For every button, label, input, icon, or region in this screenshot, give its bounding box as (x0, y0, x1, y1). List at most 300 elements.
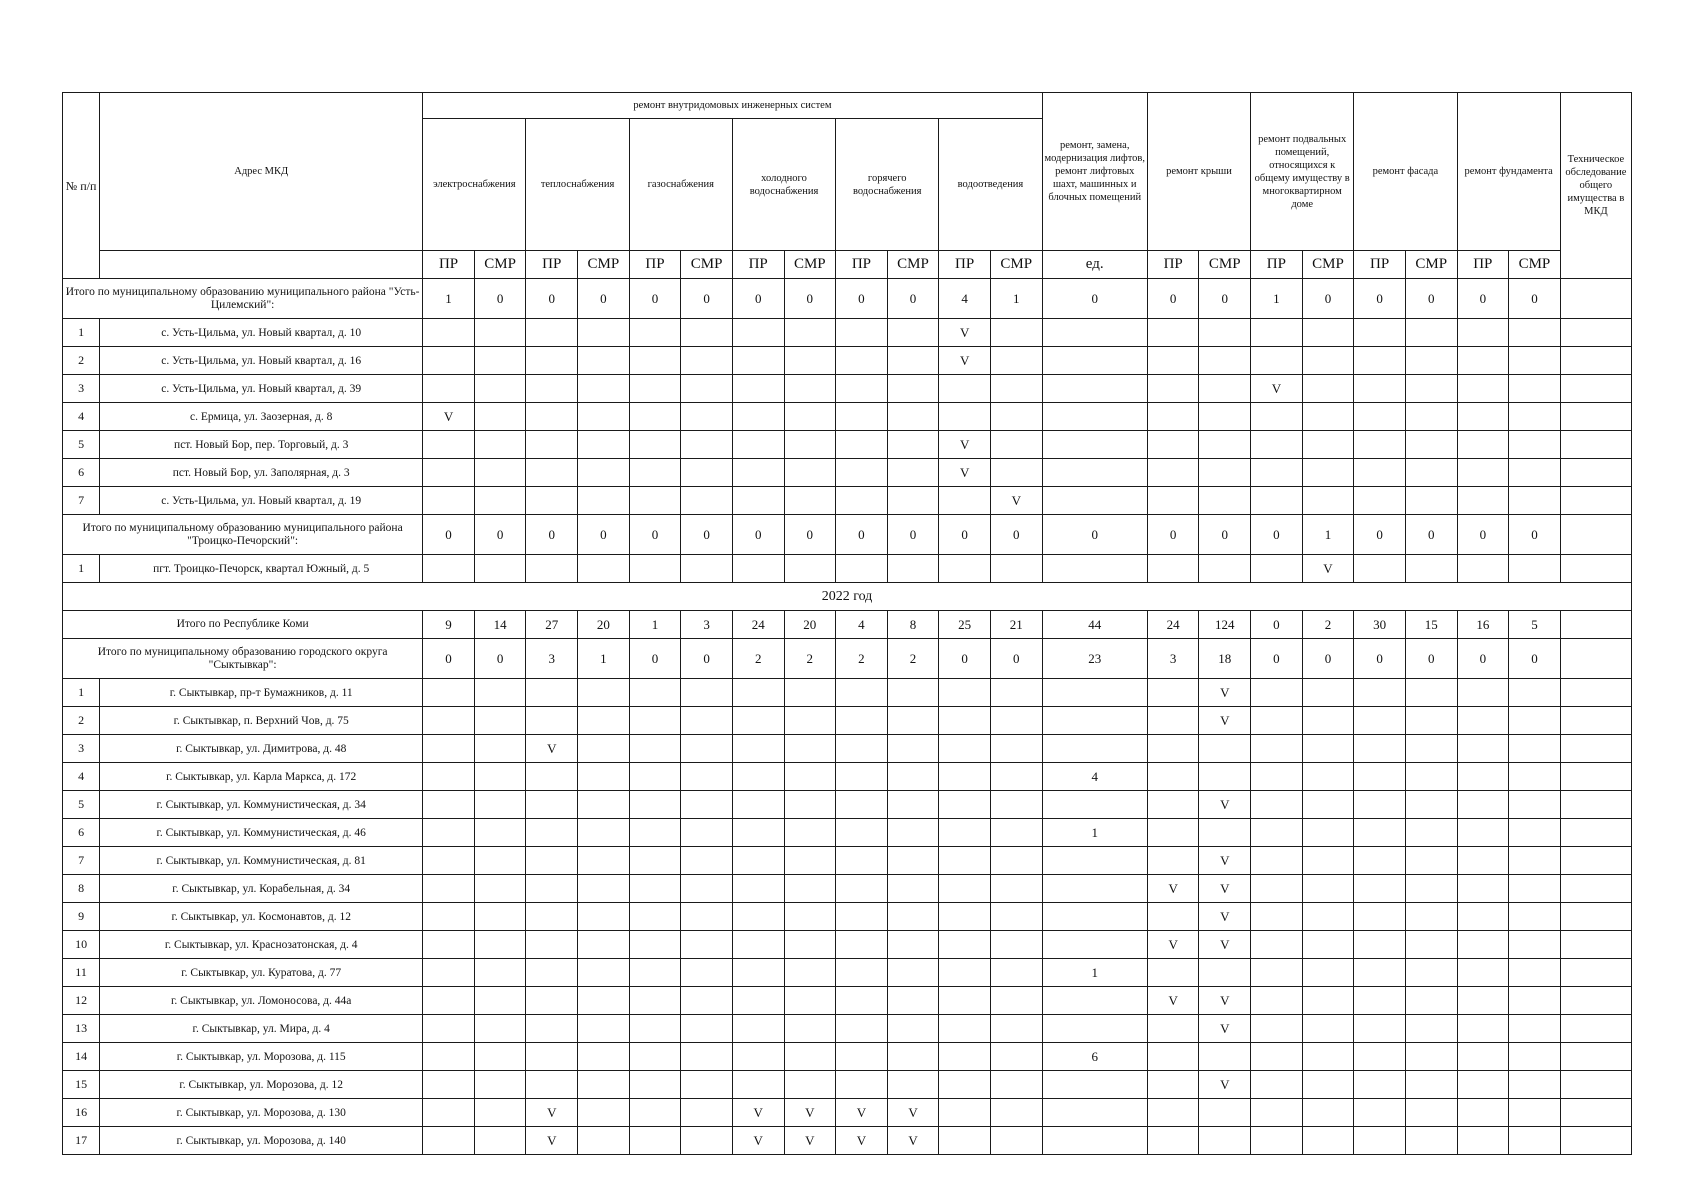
value-cell (1405, 735, 1457, 763)
value-cell (836, 487, 888, 515)
value-cell (1457, 707, 1509, 735)
value-cell: V (887, 1099, 939, 1127)
value-cell (1251, 319, 1303, 347)
value-cell (1042, 1099, 1147, 1127)
value-cell: 0 (629, 515, 681, 555)
value-cell (526, 459, 578, 487)
value-cell (732, 847, 784, 875)
value-cell (1199, 763, 1251, 791)
header-heating: теплоснабжения (526, 119, 629, 251)
value-cell (887, 679, 939, 707)
value-cell (836, 875, 888, 903)
subheader-smr: СМР (1302, 251, 1354, 279)
value-cell (1251, 1099, 1303, 1127)
value-cell (1147, 375, 1199, 403)
value-cell (784, 959, 836, 987)
value-cell (836, 707, 888, 735)
value-cell (1457, 959, 1509, 987)
value-cell (578, 403, 630, 431)
value-cell (474, 931, 526, 959)
value-cell (1199, 735, 1251, 763)
value-cell (1302, 763, 1354, 791)
value-cell (526, 1015, 578, 1043)
value-cell (990, 459, 1042, 487)
value-cell (990, 1043, 1042, 1071)
row-address: пст. Новый Бор, ул. Заполярная, д. 3 (100, 459, 423, 487)
value-cell (1251, 679, 1303, 707)
value-cell (474, 555, 526, 583)
value-cell (681, 763, 733, 791)
value-cell (1147, 487, 1199, 515)
value-cell (1354, 1127, 1406, 1155)
value-cell (1302, 459, 1354, 487)
value-cell (474, 763, 526, 791)
value-cell (578, 875, 630, 903)
value-cell (1560, 459, 1631, 487)
value-cell (474, 347, 526, 375)
value-cell (1457, 347, 1509, 375)
value-cell (1199, 555, 1251, 583)
value-cell (1405, 1043, 1457, 1071)
value-cell: 0 (1302, 279, 1354, 319)
value-cell: 3 (681, 611, 733, 639)
subheader-smr: СМР (1199, 251, 1251, 279)
value-cell (1042, 1015, 1147, 1043)
value-cell (887, 903, 939, 931)
value-cell (1405, 903, 1457, 931)
value-cell (939, 763, 991, 791)
value-cell (1199, 375, 1251, 403)
value-cell (990, 1071, 1042, 1099)
header-gas: газоснабжения (629, 119, 732, 251)
value-cell (1042, 903, 1147, 931)
total-row (63, 515, 1632, 555)
value-cell (474, 959, 526, 987)
value-cell: 3 (526, 639, 578, 679)
value-cell: 0 (939, 515, 991, 555)
value-cell (681, 487, 733, 515)
value-cell (578, 431, 630, 459)
value-cell (681, 1015, 733, 1043)
value-cell: V (784, 1099, 836, 1127)
value-cell (1042, 459, 1147, 487)
value-cell (887, 403, 939, 431)
value-cell: 4 (939, 279, 991, 319)
value-cell (1405, 791, 1457, 819)
value-cell (423, 791, 475, 819)
value-cell (1302, 875, 1354, 903)
value-cell: V (1199, 791, 1251, 819)
value-cell (732, 875, 784, 903)
value-cell (1302, 1099, 1354, 1127)
value-cell (1457, 459, 1509, 487)
value-cell (990, 679, 1042, 707)
value-cell (1405, 679, 1457, 707)
row-number: 1 (63, 555, 100, 583)
row-number: 6 (63, 459, 100, 487)
value-cell (784, 903, 836, 931)
value-cell (578, 959, 630, 987)
value-cell (1042, 1071, 1147, 1099)
value-cell (681, 819, 733, 847)
value-cell (1251, 819, 1303, 847)
value-cell (1354, 903, 1406, 931)
value-cell: 0 (1509, 639, 1561, 679)
value-cell (1302, 1043, 1354, 1071)
value-cell (887, 707, 939, 735)
value-cell (526, 431, 578, 459)
value-cell: V (939, 459, 991, 487)
value-cell: 0 (423, 515, 475, 555)
value-cell: 0 (1354, 639, 1406, 679)
value-cell (939, 875, 991, 903)
value-cell (784, 931, 836, 959)
value-cell (1405, 1127, 1457, 1155)
value-cell: 0 (629, 279, 681, 319)
value-cell (1251, 487, 1303, 515)
value-cell: 1 (629, 611, 681, 639)
subheader-pr: ПР (836, 251, 888, 279)
value-cell (1251, 555, 1303, 583)
value-cell (887, 319, 939, 347)
value-cell (578, 763, 630, 791)
value-cell (1302, 1015, 1354, 1043)
value-cell: 15 (1405, 611, 1457, 639)
value-cell (629, 555, 681, 583)
value-cell (887, 555, 939, 583)
value-cell: 0 (1405, 639, 1457, 679)
value-cell (990, 1099, 1042, 1127)
row-number: 5 (63, 791, 100, 819)
value-cell (836, 763, 888, 791)
year-row (63, 583, 1632, 611)
value-cell (629, 1099, 681, 1127)
value-cell (784, 791, 836, 819)
value-cell (474, 319, 526, 347)
value-cell: V (1302, 555, 1354, 583)
row-number: 15 (63, 1071, 100, 1099)
value-cell (784, 347, 836, 375)
value-cell (1457, 763, 1509, 791)
value-cell (1354, 679, 1406, 707)
value-cell: 2 (836, 639, 888, 679)
value-cell (836, 735, 888, 763)
value-cell (887, 1071, 939, 1099)
value-cell (939, 487, 991, 515)
value-cell: V (526, 735, 578, 763)
value-cell (1147, 319, 1199, 347)
value-cell (784, 1015, 836, 1043)
value-cell (1457, 875, 1509, 903)
value-cell (1251, 987, 1303, 1015)
value-cell (474, 679, 526, 707)
table-body (63, 279, 1632, 1155)
value-cell: 0 (1042, 515, 1147, 555)
value-cell (1042, 1127, 1147, 1155)
total-row (63, 279, 1632, 319)
value-cell (629, 1071, 681, 1099)
value-cell (474, 1127, 526, 1155)
value-cell (939, 987, 991, 1015)
value-cell (681, 707, 733, 735)
value-cell (990, 1015, 1042, 1043)
value-cell (423, 763, 475, 791)
subheader-pr: ПР (939, 251, 991, 279)
value-cell (1147, 903, 1199, 931)
value-cell (1147, 555, 1199, 583)
value-cell (1042, 319, 1147, 347)
table-row (63, 875, 1632, 903)
value-cell (1509, 431, 1561, 459)
value-cell (836, 431, 888, 459)
value-cell (732, 487, 784, 515)
value-cell (474, 487, 526, 515)
value-cell (836, 959, 888, 987)
value-cell: 4 (836, 611, 888, 639)
subheader-smr: СМР (784, 251, 836, 279)
value-cell: 4 (1042, 763, 1147, 791)
row-number: 3 (63, 375, 100, 403)
value-cell (1509, 375, 1561, 403)
table-row (63, 987, 1632, 1015)
value-cell (887, 819, 939, 847)
value-cell (629, 763, 681, 791)
value-cell (1042, 875, 1147, 903)
value-cell (939, 1043, 991, 1071)
value-cell (1457, 431, 1509, 459)
value-cell (1457, 1099, 1509, 1127)
value-cell: V (526, 1127, 578, 1155)
value-cell (1560, 279, 1631, 319)
value-cell: 24 (732, 611, 784, 639)
value-cell (1354, 1071, 1406, 1099)
value-cell: 25 (939, 611, 991, 639)
value-cell (1251, 707, 1303, 735)
value-cell (1405, 707, 1457, 735)
value-cell (526, 375, 578, 403)
value-cell (1199, 1099, 1251, 1127)
value-cell (1251, 959, 1303, 987)
value-cell (1457, 847, 1509, 875)
total-label: Итого по муниципальному образованию муниципального района "Усть-Цилемский": (63, 279, 423, 319)
table-row (63, 555, 1632, 583)
value-cell (474, 1043, 526, 1071)
row-number: 7 (63, 847, 100, 875)
subheader-smr: СМР (887, 251, 939, 279)
value-cell (423, 875, 475, 903)
value-cell (784, 319, 836, 347)
value-cell: 0 (990, 639, 1042, 679)
value-cell (1354, 763, 1406, 791)
value-cell: V (1251, 375, 1303, 403)
value-cell (1560, 735, 1631, 763)
value-cell (1251, 763, 1303, 791)
value-cell (1354, 1099, 1406, 1127)
value-cell: V (1199, 707, 1251, 735)
value-cell (474, 903, 526, 931)
value-cell (526, 347, 578, 375)
value-cell (836, 847, 888, 875)
value-cell (1199, 459, 1251, 487)
value-cell: 20 (578, 611, 630, 639)
value-cell (629, 375, 681, 403)
value-cell: 18 (1199, 639, 1251, 679)
value-cell (423, 347, 475, 375)
value-cell (1560, 987, 1631, 1015)
value-cell (1405, 1071, 1457, 1099)
value-cell (887, 459, 939, 487)
value-cell: 27 (526, 611, 578, 639)
value-cell (1251, 791, 1303, 819)
value-cell (1457, 931, 1509, 959)
value-cell (474, 791, 526, 819)
value-cell (629, 791, 681, 819)
row-address: пст. Новый Бор, пер. Торговый, д. 3 (100, 431, 423, 459)
value-cell (1560, 931, 1631, 959)
value-cell: V (990, 487, 1042, 515)
header-address: Адрес МКД (100, 93, 423, 251)
value-cell (681, 791, 733, 819)
value-cell (578, 555, 630, 583)
value-cell: V (887, 1127, 939, 1155)
value-cell: 0 (1509, 279, 1561, 319)
value-cell: V (1199, 1071, 1251, 1099)
value-cell (681, 1127, 733, 1155)
value-cell (423, 903, 475, 931)
row-number: 8 (63, 875, 100, 903)
value-cell (1457, 487, 1509, 515)
value-cell (1405, 555, 1457, 583)
total-row (63, 639, 1632, 679)
value-cell (990, 707, 1042, 735)
table-row (63, 707, 1632, 735)
value-cell (1042, 375, 1147, 403)
table-row (63, 959, 1632, 987)
value-cell (836, 819, 888, 847)
value-cell (578, 1071, 630, 1099)
value-cell (1457, 735, 1509, 763)
value-cell (1147, 403, 1199, 431)
value-cell (629, 959, 681, 987)
value-cell (1251, 459, 1303, 487)
value-cell (732, 987, 784, 1015)
value-cell (681, 319, 733, 347)
table-row (63, 791, 1632, 819)
value-cell (1405, 487, 1457, 515)
value-cell: 44 (1042, 611, 1147, 639)
value-cell (1560, 819, 1631, 847)
value-cell (939, 1071, 991, 1099)
value-cell: 0 (1509, 515, 1561, 555)
value-cell: 3 (1147, 639, 1199, 679)
table-row (63, 931, 1632, 959)
row-number: 5 (63, 431, 100, 459)
value-cell (474, 875, 526, 903)
value-cell (526, 819, 578, 847)
value-cell (681, 987, 733, 1015)
value-cell (1042, 987, 1147, 1015)
value-cell (681, 403, 733, 431)
value-cell (939, 819, 991, 847)
value-cell (939, 375, 991, 403)
value-cell (474, 1015, 526, 1043)
value-cell (1042, 791, 1147, 819)
value-cell (1405, 403, 1457, 431)
value-cell (836, 679, 888, 707)
value-cell (1042, 347, 1147, 375)
value-cell (1560, 791, 1631, 819)
value-cell (1509, 931, 1561, 959)
value-cell (526, 679, 578, 707)
value-cell (784, 403, 836, 431)
table-row (63, 1015, 1632, 1043)
value-cell (732, 819, 784, 847)
value-cell (1457, 555, 1509, 583)
value-cell (526, 959, 578, 987)
value-cell (1560, 611, 1631, 639)
subheader-smr: СМР (1509, 251, 1561, 279)
value-cell (732, 347, 784, 375)
value-cell (578, 903, 630, 931)
value-cell: 0 (681, 515, 733, 555)
value-cell (836, 791, 888, 819)
row-number: 2 (63, 707, 100, 735)
row-address: с. Усть-Цильма, ул. Новый квартал, д. 10 (100, 319, 423, 347)
value-cell (1509, 707, 1561, 735)
year-label: 2022 год (63, 583, 1632, 611)
value-cell: 2 (1302, 611, 1354, 639)
value-cell (1354, 959, 1406, 987)
table-row (63, 319, 1632, 347)
value-cell (1302, 403, 1354, 431)
value-cell (784, 875, 836, 903)
value-cell (1251, 1043, 1303, 1071)
value-cell (990, 987, 1042, 1015)
value-cell (784, 375, 836, 403)
value-cell (732, 791, 784, 819)
value-cell (1509, 1043, 1561, 1071)
value-cell (629, 1015, 681, 1043)
value-cell (939, 735, 991, 763)
value-cell: V (423, 403, 475, 431)
value-cell: 1 (423, 279, 475, 319)
value-cell (1405, 1099, 1457, 1127)
row-number: 10 (63, 931, 100, 959)
value-cell (990, 319, 1042, 347)
value-cell (1405, 459, 1457, 487)
value-cell: 24 (1147, 611, 1199, 639)
value-cell (681, 931, 733, 959)
value-cell (1560, 639, 1631, 679)
header-inspection: Техническое обследование общего имущества в МКД (1560, 93, 1631, 279)
row-address: г. Сыктывкар, ул. Куратова, д. 77 (100, 959, 423, 987)
value-cell: 6 (1042, 1043, 1147, 1071)
table-row (63, 1043, 1632, 1071)
header-foundation: ремонт фундамента (1457, 93, 1560, 251)
value-cell (629, 487, 681, 515)
value-cell (1509, 1071, 1561, 1099)
value-cell: 0 (629, 639, 681, 679)
value-cell (423, 707, 475, 735)
value-cell (784, 847, 836, 875)
value-cell (1251, 1015, 1303, 1043)
value-cell (939, 1127, 991, 1155)
value-cell: 0 (1457, 279, 1509, 319)
value-cell (939, 959, 991, 987)
value-cell (990, 875, 1042, 903)
value-cell (732, 319, 784, 347)
value-cell (1457, 791, 1509, 819)
